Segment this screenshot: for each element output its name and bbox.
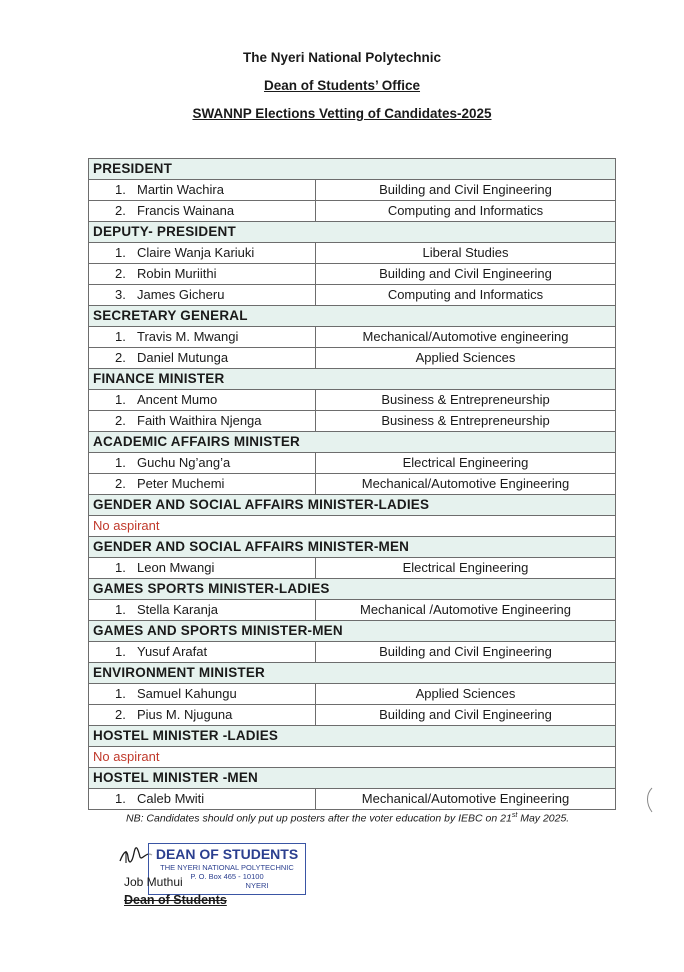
section-title: SECRETARY GENERAL: [89, 306, 616, 327]
candidate-department: Building and Civil Engineering: [316, 180, 616, 201]
candidate-row: [89, 705, 616, 726]
candidate-name-cell: [89, 348, 316, 369]
candidate-name: Stella Karanja: [137, 602, 218, 617]
candidate-number: 1.: [115, 392, 126, 407]
candidate-name: James Gicheru: [137, 287, 225, 302]
section-title: GAMES SPORTS MINISTER-LADIES: [89, 579, 616, 600]
candidate-name-cell: [89, 285, 316, 306]
candidate-name: Robin Muriithi: [137, 266, 217, 281]
candidate-name: Leon Mwangi: [137, 560, 215, 575]
office-name: Dean of Students’ Office: [263, 78, 421, 93]
page-edge-mark-icon: [644, 786, 654, 814]
section-title: GENDER AND SOCIAL AFFAIRS MINISTER-MEN: [89, 537, 616, 558]
candidate-row: [89, 789, 616, 810]
candidate-number: 1.: [115, 329, 126, 344]
candidate-department: Liberal Studies: [316, 243, 616, 264]
candidate-name: Pius M. Njuguna: [137, 707, 233, 722]
institution-name: The Nyeri National Polytechnic: [242, 50, 442, 65]
candidate-name: Francis Wainana: [137, 203, 235, 218]
candidate-number: 1.: [115, 560, 126, 575]
candidate-name: Ancent Mumo: [137, 392, 218, 407]
candidate-department: Electrical Engineering: [316, 558, 616, 579]
candidate-name-cell: [89, 201, 316, 222]
section-header-row: [89, 579, 616, 600]
candidate-row: [89, 684, 616, 705]
candidate-department: Computing and Informatics: [316, 285, 616, 306]
candidate-name-cell: [89, 558, 316, 579]
candidate-row: [89, 285, 616, 306]
candidate-department: Building and Civil Engineering: [316, 705, 616, 726]
candidate-row: [89, 453, 616, 474]
candidate-row: [89, 474, 616, 495]
candidate-name: Faith Waithira Njenga: [137, 413, 262, 428]
candidate-number: 2.: [115, 707, 126, 722]
candidate-department: Electrical Engineering: [316, 453, 616, 474]
note-superscript: st: [511, 812, 518, 819]
candidate-row: [89, 243, 616, 264]
candidate-department: Mechanical/Automotive engineering: [316, 327, 616, 348]
candidate-number: 2.: [115, 350, 126, 365]
candidate-name: Claire Wanja Kariuki: [137, 245, 255, 260]
candidate-row: [89, 390, 616, 411]
section-title: ACADEMIC AFFAIRS MINISTER: [89, 432, 616, 453]
note-text: NB: Candidates should only put up posters after the voter education by IEBC on 21: [126, 812, 512, 825]
candidate-department: Mechanical /Automotive Engineering: [316, 600, 616, 621]
candidate-name: Guchu Ng’ang’a: [137, 455, 231, 470]
no-aspirant-row: [89, 747, 616, 768]
candidate-row: [89, 411, 616, 432]
candidate-department: Business & Entrepreneurship: [316, 411, 616, 432]
candidate-department: Computing and Informatics: [316, 201, 616, 222]
candidate-name-cell: [89, 705, 316, 726]
document-title: SWANNP Elections Vetting of Candidates-2025: [192, 106, 492, 121]
section-header-row: [89, 663, 616, 684]
no-aspirant-row: [89, 516, 616, 537]
candidate-row: [89, 600, 616, 621]
section-header-row: [89, 495, 616, 516]
candidate-name: Samuel Kahungu: [137, 686, 237, 701]
signatory-title: Dean of Students: [124, 893, 227, 907]
candidate-number: 2.: [115, 413, 126, 428]
candidate-name: Caleb Mwiti: [137, 791, 205, 806]
section-header-row: [89, 768, 616, 789]
candidate-number: 1.: [115, 245, 126, 260]
candidate-name-cell: [89, 789, 316, 810]
candidate-department: Applied Sciences: [316, 684, 616, 705]
section-header-row: [89, 432, 616, 453]
candidate-number: 1.: [115, 455, 126, 470]
section-header-row: [89, 222, 616, 243]
section-title: ENVIRONMENT MINISTER: [89, 663, 616, 684]
section-header-row: [89, 537, 616, 558]
section-title: GENDER AND SOCIAL AFFAIRS MINISTER-LADIES: [89, 495, 616, 516]
candidate-name-cell: [89, 411, 316, 432]
candidate-name-cell: [89, 264, 316, 285]
candidate-department: Applied Sciences: [316, 348, 616, 369]
candidate-department: Mechanical/Automotive Engineering: [316, 789, 616, 810]
section-header-row: [89, 369, 616, 390]
candidate-department: Business & Entrepreneurship: [316, 390, 616, 411]
candidate-number: 1.: [115, 602, 126, 617]
candidate-number: 3.: [115, 287, 126, 302]
candidate-row: [89, 558, 616, 579]
candidate-department: Mechanical/Automotive Engineering: [316, 474, 616, 495]
section-header-row: [89, 306, 616, 327]
section-title: DEPUTY- PRESIDENT: [89, 222, 616, 243]
section-title: GAMES AND SPORTS MINISTER-MEN: [89, 621, 616, 642]
candidate-name: Yusuf Arafat: [137, 644, 208, 659]
candidate-name-cell: [89, 390, 316, 411]
candidate-name: Martin Wachira: [137, 182, 224, 197]
note: [126, 808, 604, 827]
candidate-name-cell: [89, 243, 316, 264]
section-title: PRESIDENT: [89, 159, 616, 180]
candidate-name-cell: [89, 180, 316, 201]
candidate-row: [89, 642, 616, 663]
candidate-name: Daniel Mutunga: [137, 350, 229, 365]
section-title: FINANCE MINISTER: [89, 369, 616, 390]
candidate-name-cell: [89, 684, 316, 705]
candidate-name: Travis M. Mwangi: [137, 329, 239, 344]
signatory-name: Job Muthui: [124, 875, 183, 889]
stamp-address: P. O. Box 465 - 10100: [190, 872, 264, 881]
note-text-end: May 2025.: [517, 812, 570, 825]
candidate-number: 2.: [115, 203, 126, 218]
candidates-table-body: [89, 159, 616, 810]
candidate-department: Building and Civil Engineering: [316, 642, 616, 663]
stamp-title: DEAN OF STUDENTS: [155, 846, 299, 862]
candidate-number: 2.: [115, 476, 126, 491]
candidate-name-cell: [89, 642, 316, 663]
candidate-name-cell: [89, 474, 316, 495]
section-header-row: [89, 159, 616, 180]
section-title: HOSTEL MINISTER -MEN: [89, 768, 616, 789]
candidates-table: [88, 158, 616, 810]
no-aspirant-text: No aspirant: [89, 516, 616, 537]
stamp-institution: THE NYERI NATIONAL POLYTECHNIC: [160, 863, 294, 872]
candidate-row: [89, 327, 616, 348]
candidate-number: 1.: [115, 182, 126, 197]
no-aspirant-text: No aspirant: [89, 747, 616, 768]
candidate-number: 1.: [115, 791, 126, 806]
stamp-town: NYERI: [245, 881, 269, 890]
candidate-name-cell: [89, 327, 316, 348]
candidate-number: 1.: [115, 686, 126, 701]
candidate-row: [89, 180, 616, 201]
section-header-row: [89, 621, 616, 642]
section-header-row: [89, 726, 616, 747]
candidate-row: [89, 348, 616, 369]
candidate-row: [89, 201, 616, 222]
candidate-name-cell: [89, 600, 316, 621]
candidate-name-cell: [89, 453, 316, 474]
candidate-number: 1.: [115, 644, 126, 659]
candidate-name: Peter Muchemi: [137, 476, 225, 491]
candidate-row: [89, 264, 616, 285]
candidate-department: Building and Civil Engineering: [316, 264, 616, 285]
section-title: HOSTEL MINISTER -LADIES: [89, 726, 616, 747]
candidate-number: 2.: [115, 266, 126, 281]
